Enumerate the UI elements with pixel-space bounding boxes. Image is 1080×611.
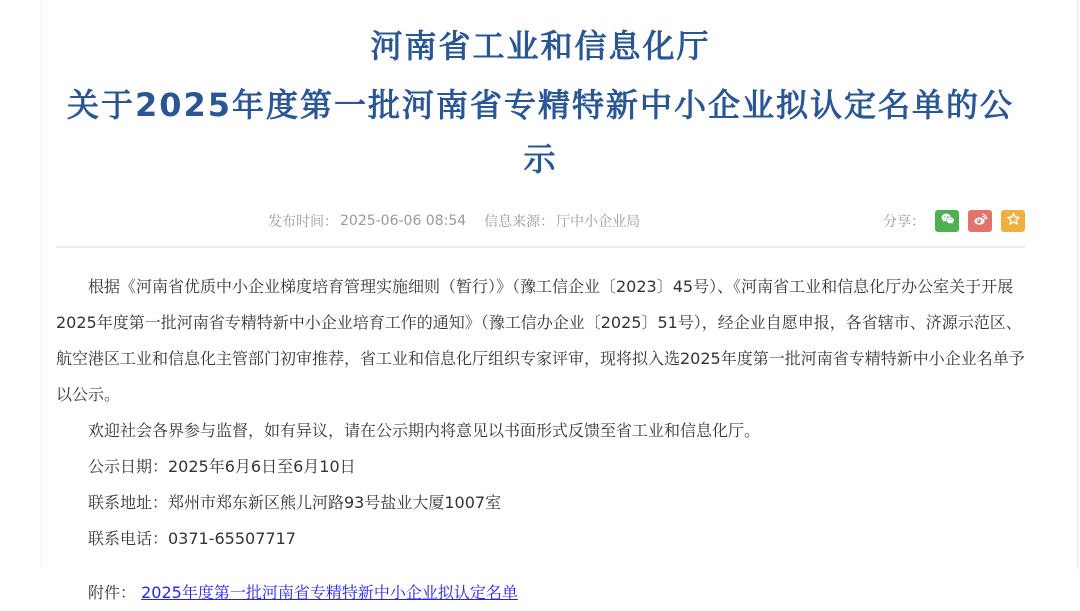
publish-time-label: 发布时间： — [268, 214, 338, 230]
paragraph-basis: 根据《河南省优质中小企业梯度培育管理实施细则（暂行）》（豫工信企业〔2023〕45号）、《河南省工业和信息化厅办公室关于开展2025年度第一批河南省专精特新中小企业培育工作的通知》（豫工信办企业〔2025〕51号），经企业自愿申报，各省辖市、济源示范区、航空港区工业和信息化主管部门初审推荐，省工业和信息化厅组织专家评审，现将拟入选2025年度第一批河南省专精特新中小企业名单予以公示。 — [56, 277, 1025, 404]
paragraph-supervision: 欢迎社会各界参与监督，如有异议，请在公示期内将意见以书面形式反馈至省工业和信息化厅。 — [88, 421, 761, 440]
weibo-icon — [972, 211, 989, 231]
attachment-row — [56, 575, 1025, 611]
attachment-link[interactable]: 2025年度第一批河南省专精特新中小企业拟认定名单 — [141, 583, 518, 602]
source-label: 信息来源： — [484, 214, 555, 230]
announcement-page — [41, 0, 1078, 602]
article-body — [56, 269, 1025, 611]
meta-row — [56, 210, 1025, 232]
wechat-icon — [939, 211, 956, 231]
share-wechat-button[interactable] — [935, 210, 959, 232]
share-label: 分享： — [883, 214, 925, 230]
header-divider — [56, 246, 1025, 248]
attachment-label: 附件： — [88, 583, 137, 602]
share-favorite-button[interactable] — [1001, 210, 1025, 232]
share-bar — [883, 210, 1025, 232]
publish-time-value: 2025-06-06 08:54 — [340, 213, 467, 229]
publicity-period: 公示日期：2025年6月6日至6月10日 — [88, 457, 356, 476]
share-weibo-button[interactable] — [968, 210, 992, 232]
favorite-star-icon — [1005, 211, 1022, 231]
contact-phone: 联系电话：0371-65507717 — [88, 529, 296, 548]
source-value: 厅中小企业局 — [556, 214, 641, 230]
contact-address: 联系地址：郑州市郑东新区熊儿河路93号盐业大厦1007室 — [88, 493, 502, 512]
meta-info — [268, 211, 640, 231]
page-title-subject: 关于2025年度第一批河南省专精特新中小企业拟认定名单的公示 — [66, 86, 1015, 178]
page-title-agency: 河南省工业和信息化厅 — [370, 27, 711, 65]
